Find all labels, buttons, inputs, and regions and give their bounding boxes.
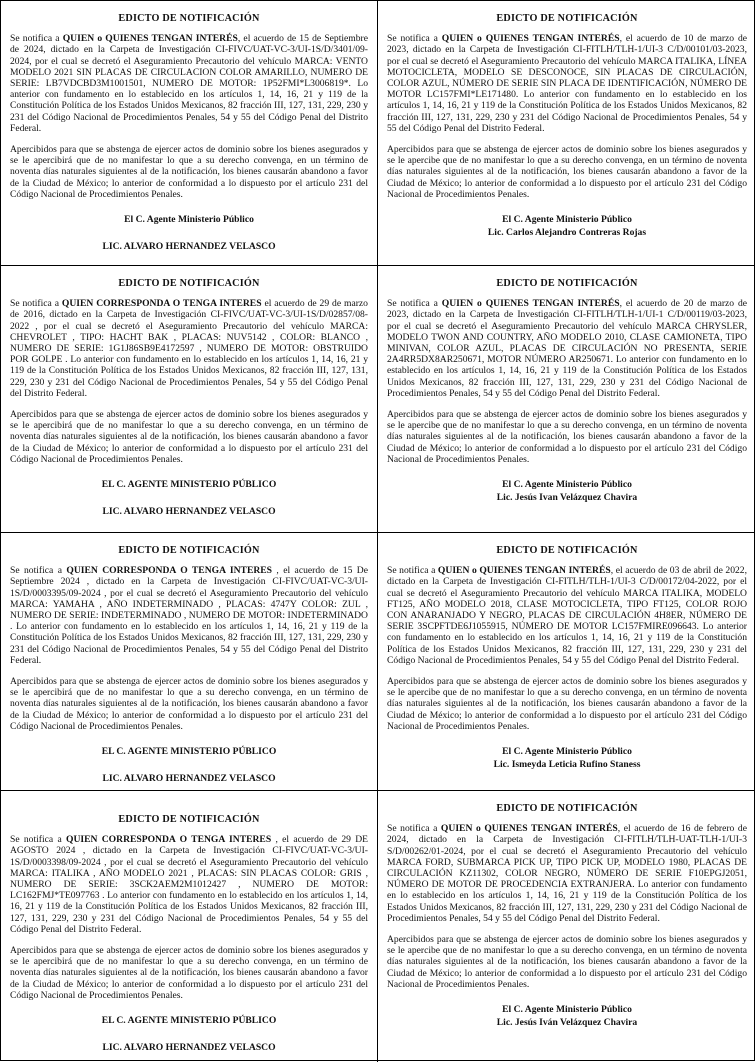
edict-text: , el acuerdo de 16 de febrero de 2024, dictado en la Carpeta de Investigación CI-FITLH/TLH-UAT-TLH-1/UI-3 S/D/00262/01-2024, por el cual se decretó el Aseguramiento Precautorio del vehículo MARCA FORD, SUBMARCA PICK UP, TIPO PICK UP, MODELO 1980, PLACAS DE CIRCULACIÓN KZ11302, COLOR NEGRO, NÚMERO DE SERIE F10EPGJ2051, NÚMERO DE MOTOR DE PROCEDENCIA EXTRANJERA. Lo anterior con fundamento en lo establecido en los artículos 1, 14, 16, 21 y 119 de la Constitución Política de los Estados Unidos Mexicanos, 82 fracción III, 127, 131, 229, 230 y 231 del Código Nacional de Procedimientos Penales, 54 y 55 del Código Penal del Distrito Federal. [387,823,747,924]
edict-text: , el acuerdo de 03 de abril de 2022, dictado en la Carpeta de Investigación CI-FITLH/TLH-1/UI-3 C/D/00172/04-2022, por el cual se decretó el Aseguramiento Precautorio del vehículo MARCA ITALIKA, MODELO FT125, AÑO MODELO 2018, CLASE MOTOCICLETA, TIPO FT125, COLOR ROJO CON ANARANJADO Y NEGRO, PLACAS DE CIRCULACIÓN 4H8ER, NÚMERO DE SERIE 3SCPFTDE6J1055915, NÚMERO DE MOTOR LC157FMIRE096643. Lo anterior con fundamento en lo establecido en los artículos 1, 14, 16, 21 y 119 de la Constitución Política de los Estados Unidos Mexicanos, 82 fracción III, 127, 131, 229, 230 y 231 del Código Nacional de Procedimientos Penales, 54 y 55 del Código Penal del Distrito Federal. [387,565,747,666]
edict-body [387,823,747,924]
edict-warning: Apercibidos para que se abstenga de ejercer actos de dominio sobre los bienes asegurados y se le apercibirá que de no manifestar lo que a su derecho convenga, en un término de noventa días naturales siguientes al de la notificación, los bienes causarán abandono a favor de la Ciudad de México; lo anterior de conformidad a lo dispuesto por el artículo 231 del Código Nacional de Procedimientos Penales. [10,409,368,465]
edict-signer-role: El C. Agente Ministerio Público [502,1004,632,1016]
edict-addressee: QUIEN o QUIENES TENGAN INTERÉS [441,298,620,310]
edict-signer-name: Lic. Ismeyda Leticia Rufino Staness [493,759,641,771]
edict-body [387,565,747,666]
edict-text: , el acuerdo de 20 de marzo de 2023, dictado en la Carpeta de Investigación CI-FITLH/TLH-1/UI-1 C/D/00119/03-2023, por el cual se decretó el Aseguramiento Precautorio del vehículo MARCA CHRYSLER, MODELO TWON AND COUNTRY, AÑO MODELO 2010, CLASE CAMIONETA, TIPO MINIVAN, COLOR AZUL, PLACAS DE CIRCULACIÓN NO PRESENTA, SERIE 2A4RR5DX8AR250671, MOTOR NÚMERO AR250671. Lo anterior con fundamento en lo establecido en los artículos 1, 14, 16, 21 y 119 de la Constitución Política de los Estados Unidos Mexicanos, 82 fracción III, 127, 131, 229, 230 y 231 del Código Nacional de Procedimientos Penales, 54 y 55 del Código Penal del Distrito Federal. [387,298,747,399]
edict-addressee: QUIEN o QUIENES TENGAN INTERÉS [440,823,618,835]
edict-signer-role: EL C. AGENTE MINISTERIO PÚBLICO [101,746,277,758]
edict-signer-role: EL C. AGENTE MINISTERIO PÚBLICO [101,1015,277,1027]
edict-warning: Apercibidos para que se abstenga de ejercer actos de dominio sobre los bienes asegurados y se le apercibirá que de no manifestar lo que a su derecho convenga, en un término de noventa días naturales siguientes al de la notificación, los bienes causarán abandono a favor de la Ciudad de México; lo anterior de conformidad a lo dispuesto por el artículo 231 del Código Nacional de Procedimientos Penales. [10,676,368,732]
edict-body [10,834,368,935]
edict-text: , el acuerdo de 15 De Septiembre 2024 , dictado en la Carpeta de Investigación CI-FIVC/UAT-VC-3/UI-1S/D/0003395/09-2024 , por el cual se decretó el Aseguramiento Precautorio del vehículo MARCA: YAMAHA , AÑO INDETERMINADO , PLACAS: 4747Y COLOR: ZUL , NUMERO DE SERIE: INDETERMINADO , NUMERO DE MOTOR: INDETERMINADO . Lo anterior con fundamento en lo establecido en los artículos 1, 14, 16, 21 y 119 de la Constitución Política de los Estados Unidos Mexicanos, 82 fracción III, 127, 131, 229, 230 y 231 del Código Nacional de Procedimientos Penales, 54 y 55 del Código Penal del Distrito Federal. [10,565,368,666]
edict-signer-name: LIC. ALVARO HERNANDEZ VELASCO [102,506,276,518]
edict-body [10,33,368,134]
edict-card-2 [378,1,755,266]
edict-text: el acuerdo de 29 de marzo de 2016, dictado en la Carpeta de Investigación CI-FIVC/UAT-VC-3/UI-1S/D/02857/08-2022 , por el cual se decretó el Aseguramiento Precautorio del vehículo MARCA: CHEVROLET , TIPO: HACHT BAK , PLACAS: NUV5142 , COLOR: BLANCO , NUMERO DE SERIE: 1G1J86SB9E4172597 , NUMERO DE MOTOR: OBSTRUIDO POR GOLPE . Lo anterior con fundamento en lo establecido en los artículos 1, 14, 16, 21 y 119 de la Constitución Política de los Estados Unidos Mexicanos, 82 fracción III, 127, 131, 229, 230 y 231 del Código Nacional de Procedimientos Penales, 54 y 55 del Código Penal del Distrito Federal. [10,298,368,399]
edict-title: EDICTO DE NOTIFICACIÓN [118,814,260,825]
edict-title: EDICTO DE NOTIFICACIÓN [496,803,638,814]
edict-warning: Apercibidos para que se abstenga de ejercer actos de dominio sobre los bienes asegurados y se le apercibe que de no manifestar lo que a su derecho convenga, en un término de noventa días naturales siguientes al de la notificación, los bienes causarán abandono a favor de la Ciudad de México; lo anterior de conformidad a lo dispuesto por el artículo 231 del Código Nacional de Procedimientos Penales. [387,144,747,200]
edict-card-8 [378,791,755,1062]
edict-text: , el acuerdo de 15 de Septiembre de 2024, dictado en la Carpeta de Investigación CI-FIVC/UAT-VC-3/UI-1S/D/3401/09-2024, por el cual se decretó el Aseguramiento Precautorio del vehículo MARCA: VENTO MODELO 2021 SIN PLACAS DE CIRCULACION COLOR AMARILLO, NUMERO DE SERIE: LB7VDCBD3M1001501, NUMERO DE MOTOR: 1P52FMI*L3006819*. Lo anterior con fundamento en lo establecido en los artículos 1, 14, 16, 21 y 119 de la Constitución Política de los Estados Unidos Mexicanos, 82 fracción III, 127, 131, 229, 230 y 231 del Código Nacional de Procedimientos Penales, 54 y 55 del Código Penal del Distrito Federal. [10,33,369,134]
edict-signer-name: Lic. Jesús Iván Velázquez Chavira [496,1017,638,1029]
edict-title: EDICTO DE NOTIFICACIÓN [118,13,260,24]
edict-warning: Apercibidos para que se abstenga de ejercer actos de dominio sobre los bienes asegurados y se le apercibe que de no manifestar lo que a su derecho convenga, en un término de noventa días naturales siguientes al de la notificación, los bienes causarán abandono a favor de la Ciudad de México; lo anterior de conformidad a lo dispuesto por el artículo 231 del Código Nacional de Procedimientos Penales. [387,934,747,990]
edict-card-4 [378,266,755,533]
edict-card-6 [378,533,755,791]
edict-card-5 [1,533,378,791]
edict-addressee: QUIEN o QUIENES TENGAN INTERÉS [62,33,238,45]
edict-title: EDICTO DE NOTIFICACIÓN [118,545,260,556]
edict-body [387,298,747,399]
edict-signer-name: Lic. Carlos Alejandro Contreras Rojas [487,227,647,239]
edict-signer-role: El C. Agente Ministerio Público [502,479,632,491]
edict-signer-role: El C. Agente Ministerio Público [502,746,632,758]
edict-title: EDICTO DE NOTIFICACIÓN [496,13,638,24]
edict-lead: Se notifica a [10,565,67,577]
edict-signer-name: LIC. ALVARO HERNANDEZ VELASCO [102,241,276,253]
edict-signer-name: LIC. ALVARO HERNANDEZ VELASCO [102,1042,276,1054]
edict-title: EDICTO DE NOTIFICACIÓN [118,278,260,289]
edict-warning: Apercibidos para que se abstenga de ejercer actos de dominio sobre los bienes asegurados y se le apercibirá que de no manifestar lo que a su derecho convenga, en un término de noventa días naturales siguientes al de la notificación, los bienes causarán abandono a favor de la Ciudad de México; lo anterior de conformidad a lo dispuesto por el artículo 231 del Código Nacional de Procedimientos Penales. [10,945,368,1001]
edict-title: EDICTO DE NOTIFICACIÓN [496,545,638,556]
edict-addressee: QUIEN CORRESPONDA O TENGA INTERES [66,834,272,846]
edict-warning: Apercibidos para que se abstenga de ejercer actos de dominio sobre los bienes asegurados y se le apercibirá que de no manifestar lo que a su derecho convenga, en un término de noventa días naturales siguientes al de la notificación, los bienes causarán abandono a favor de la Ciudad de México; lo anterior de conformidad a lo dispuesto por el artículo 231 del Código Nacional de Procedimientos Penales. [10,144,368,200]
edict-signer-role: El C. Agente Ministerio Público [502,214,632,226]
edict-addressee: QUIEN o QUIENES TENGAN INTERÉS [437,565,611,577]
edict-lead: Se notifica a [387,33,442,45]
edict-warning: Apercibidos para que se abstenga de ejercer actos de dominio sobre los bienes asegurados y se le apercibe que de no manifestar lo que a su derecho convenga, en un término de noventa días naturales siguientes al de la notificación, los bienes causarán abandono a favor de la Ciudad de México; lo anterior de conformidad a lo dispuesto por el artículo 231 del Código Nacional de Procedimientos Penales. [387,409,747,465]
edict-lead: Se notifica a [387,565,438,577]
edict-card-7 [1,791,378,1062]
edict-signer-role: El C. Agente Ministerio Público [124,214,254,226]
edict-text: , el acuerdo de 29 DE AGOSTO 2024 , dictado en la Carpeta de Investigación CI-FIVC/UAT-VC-3/UI-1S/D/0003398/09-2024 , por el cual se decretó el Aseguramiento Precautorio del vehículo MARCA: ITALIKA , AÑO MODELO 2021 , PLACAS: SIN PLACAS COLOR: GRIS , NUMERO DE SERIE: 3SCK2AEM2M1012427 , NUMERO DE MOTOR: LC162FMJ*TE097763 . Lo anterior con fundamento en lo establecido en los artículos 1, 14, 16, 21 y 119 de la Constitución Política de los Estados Unidos Mexicanos, 82 fracción III, 127, 131, 229, 230 y 231 del Código Nacional de Procedimientos Penales, 54 y 55 del Código Penal del Distrito Federal. [10,834,368,935]
edict-addressee: QUIEN CORRESPONDA O TENGA INTERES [61,298,262,310]
edict-text: , el acuerdo de 10 de marzo de 2023, dictado en la Carpeta de Investigación CI-FITLH/TLH-1/UI-3 C/D/00101/03-2023, por el cual se decretó el Aseguramiento Precautorio del vehículo MARCA ITALIKA, LÍNEA MOTOCICLETA, MODELO SE DESCONOCE, SIN PLACAS DE CIRCULACIÓN, COLOR AZUL, NÚMERO DE SERIE SIN PLACA DE IDENTIFICACIÓN, NÚMERO DE MOTOR LC157FMI*LE171480. Lo anterior con fundamento en lo establecido en los artículos 1, 14, 16, 21 y 119 de la Constitución Política de los Estados Unidos Mexicanos, 82 fracción III, 127, 131, 229, 230 y 231 del Código Nacional de Procedimientos Penales, 54 y 55 del Código Penal del Distrito Federal. [387,33,747,134]
edict-lead: Se notifica a [10,298,62,310]
edict-card-3 [1,266,378,533]
edict-lead: Se notifica a [10,33,63,45]
edict-signer-role: EL C. AGENTE MINISTERIO PÚBLICO [101,479,277,491]
edict-lead: Se notifica a [10,834,67,846]
edict-body [387,33,747,134]
edict-warning: Apercibidos para que se abstenga de ejercer actos de dominio sobre los bienes asegurados y se le apercibe que de no manifestar lo que a su derecho convenga, en un término de noventa días naturales siguientes al de la notificación, los bienes causarán abandono a favor de la Ciudad de México; lo anterior de conformidad a lo dispuesto por el artículo 231 del Código Nacional de Procedimientos Penales. [387,676,747,732]
edict-addressee: QUIEN o QUIENES TENGAN INTERÉS [441,33,620,45]
edict-title: EDICTO DE NOTIFICACIÓN [496,278,638,289]
edict-body [10,298,368,399]
edict-addressee: QUIEN CORRESPONDA O TENGA INTERES [66,565,273,577]
edict-lead: Se notifica a [387,823,441,835]
edict-signer-name: LIC. ALVARO HERNANDEZ VELASCO [102,773,276,785]
edict-lead: Se notifica a [387,298,442,310]
edict-signer-name: Lic. Jesús Ivan Velázquez Chavira [496,492,638,504]
edict-body [10,565,368,666]
edict-card-1 [1,1,378,266]
